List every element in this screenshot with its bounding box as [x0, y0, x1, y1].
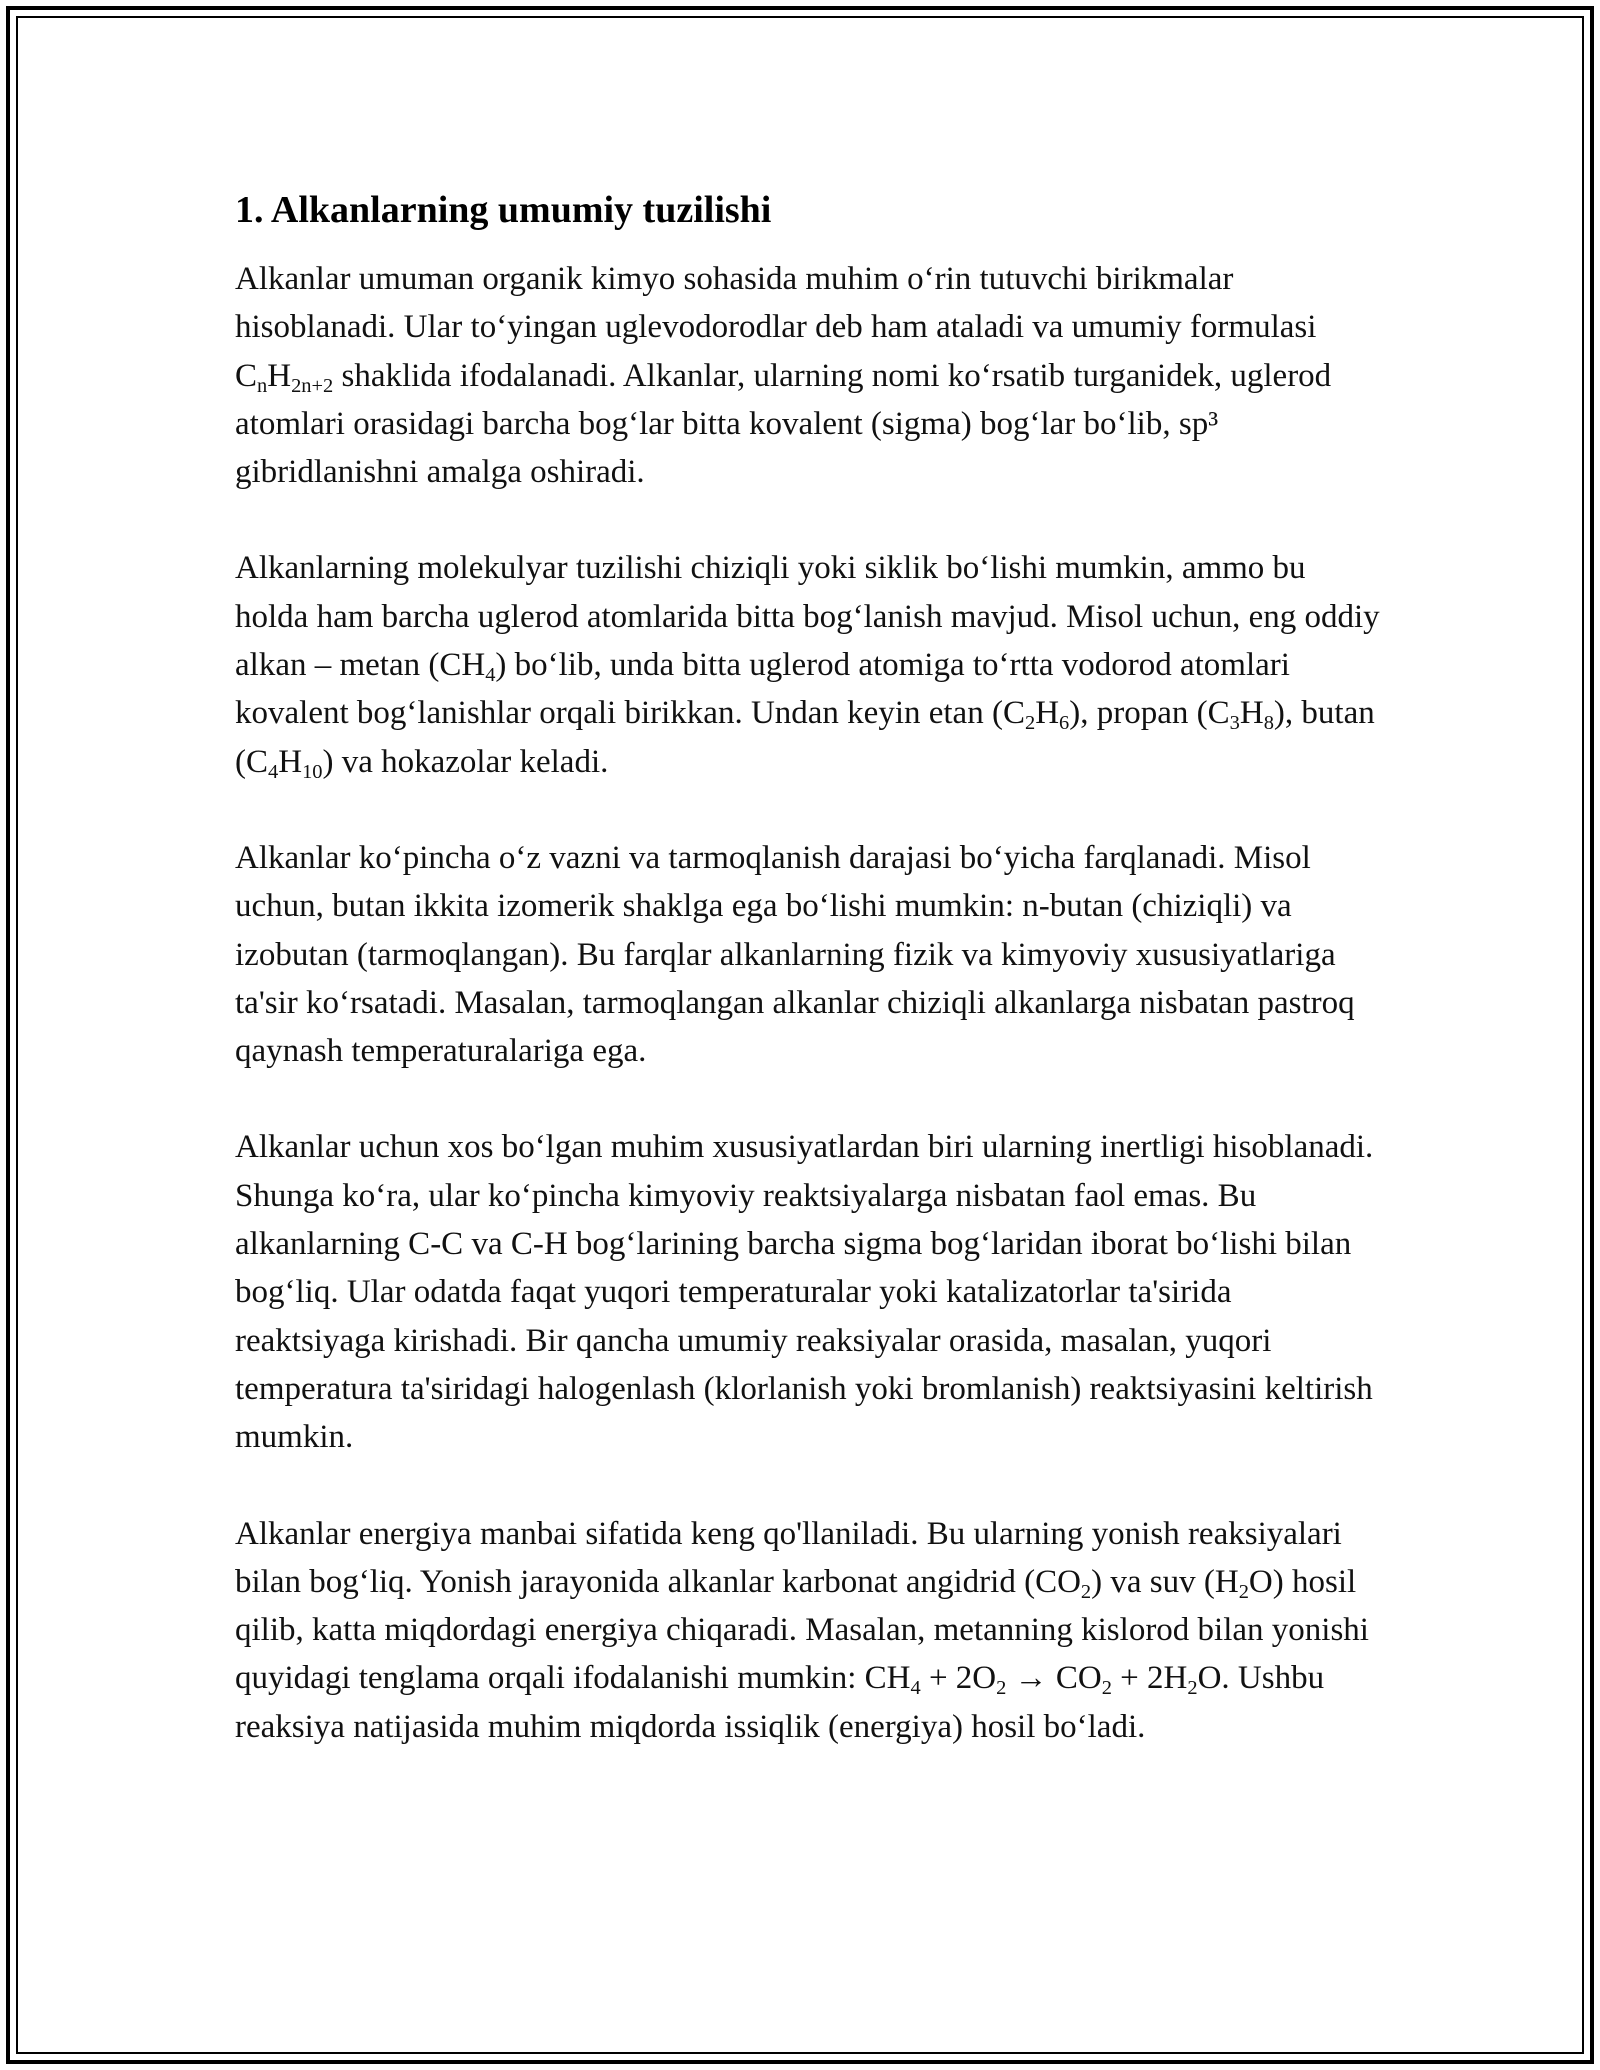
subscript: 4: [910, 1677, 921, 1700]
subscript: 10: [302, 760, 323, 783]
text-run: H: [1239, 695, 1264, 732]
paragraph: [235, 544, 1385, 785]
paragraph-container: [235, 255, 1385, 1751]
paragraph: [235, 255, 1385, 496]
text-run: Alkanlarning molekulyar tuzilishi chiziqli yoki siklik bo‘lishi mumkin, ammo bu holda ham barcha uglerod atomlarida bitta bog‘lanish mavjud. Misol uchun, eng oddiy alkan – metan (CH: [235, 550, 1380, 684]
text-run: H: [278, 743, 303, 780]
document-body: [235, 185, 1385, 1799]
subscript: n: [257, 374, 268, 397]
subscript: 2: [1238, 1580, 1249, 1603]
paragraph: [235, 834, 1385, 1075]
text-run: O. Ushbu reaksiya natijasida muhim miqdorda issiqlik (energiya) hosil bo‘ladi.: [235, 1660, 1325, 1745]
subscript: 6: [1059, 712, 1070, 735]
subscript: 3: [1229, 712, 1240, 735]
text-run: Alkanlar uchun xos bo‘lgan muhim xususiyatlardan biri ularning inertligi hisoblanadi. Shunga ko‘ra, ular ko‘pincha kimyoviy reaktsiyalarga nisbatan faol emas. Bu alkanlarning C-C va C-H bog‘larining barcha sigma bog‘laridan iborat bo‘lishi bilan bog‘liq. Ular odatda faqat yuqori temperaturalar yoki katalizatorlar ta'sirida reaktsiyaga kirishadi. Bir qancha umumiy reaksiyalar orasida, masalan, yuqori temperatura ta'siridagi halogenlash (klorlanish yoki bromlanish) reaktsiyasini keltirish mumkin.: [235, 1129, 1374, 1456]
subscript: 4: [268, 760, 279, 783]
text-run: Alkanlar umuman organik kimyo sohasida muhim o‘rin tutuvchi birikmalar hisoblanadi. Ular to‘yingan uglevodorodlar deb ham ataladi va umumiy formulasi C: [235, 261, 1317, 394]
subscript: 2: [1187, 1677, 1198, 1700]
subscript: 2: [1024, 712, 1036, 735]
text-run: O) hosil qilib, katta miqdordagi energiya chiqaradi. Masalan, metanning kislorod bilan yonishi quyidagi tenglama orqali ifodalanishi mumkin: CH: [235, 1563, 1369, 1697]
subscript: 4: [485, 664, 496, 687]
subscript: 2: [1101, 1677, 1112, 1700]
text-run: ) bo‘lib, unda bitta uglerod atomiga to‘rtta vodorod atomlari kovalent bog‘lanishlar orqali birikkan. Undan keyin etan (C: [235, 647, 1290, 732]
text-run: ) va hokazolar keladi.: [322, 743, 609, 780]
paragraph: [235, 1510, 1385, 1751]
text-run: H: [267, 357, 292, 394]
paragraph: [235, 1123, 1385, 1461]
subscript: 8: [1263, 712, 1274, 735]
subscript: 2n+2: [291, 374, 334, 397]
text-run: ) va suv (H: [1091, 1563, 1239, 1600]
text-run: + 2H: [1111, 1660, 1188, 1697]
text-run: → CO: [1006, 1660, 1102, 1697]
text-run: + 2O: [920, 1660, 997, 1697]
subscript: 2: [996, 1677, 1007, 1700]
text-run: ), propan (C: [1069, 695, 1230, 732]
subscript: 2: [1080, 1580, 1092, 1603]
text-run: H: [1035, 695, 1060, 732]
text-run: shaklida ifodalanadi. Alkanlar, ularning nomi ko‘rsatib turganidek, uglerod atomlari orasidagi barcha bog‘lar bitta kovalent (sigma) bog‘lar bo‘lib, sp³ gibridlanishni amalga oshiradi.: [235, 357, 1332, 491]
text-run: ), butan (C: [235, 695, 1375, 780]
text-run: Alkanlar energiya manbai sifatida keng qo'llaniladi. Bu ularning yonish reaksiyalari bilan bog‘liq. Yonish jarayonida alkanlar karbonat angidrid (CO: [235, 1515, 1342, 1600]
section-heading: 1. Alkanlarning umumiy tuzilishi: [235, 189, 772, 231]
text-run: Alkanlar ko‘pincha o‘z vazni va tarmoqlanish darajasi bo‘yicha farqlanadi. Misol uchun, butan ikkita izomerik shaklga ega bo‘lishi mumkin: n-butan (chiziqli) va izobutan (tarmoqlangan). Bu farqlar alkanlarning fizik va kimyoviy xususiyatlariga ta'sir ko‘rsatadi. Masalan, tarmoqlangan alkanlar chiziqli alkanlarga nisbatan pastroq qaynash temperaturalariga ega.: [235, 839, 1355, 1070]
